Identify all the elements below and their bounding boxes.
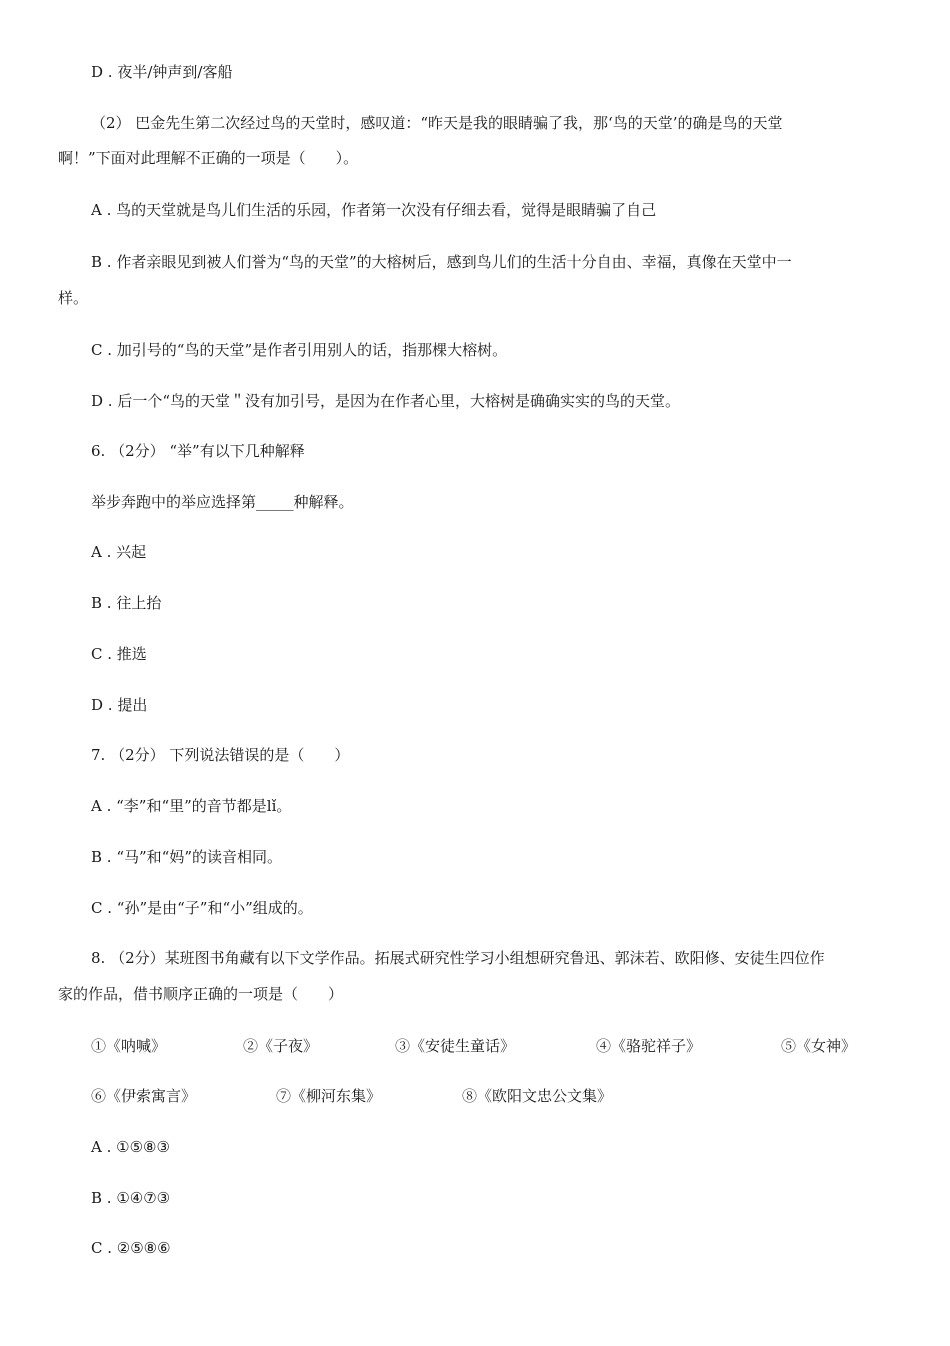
q5-sub2-option-a: A . 鸟的天堂就是鸟儿们生活的乐园，作者第一次没有仔细去看，觉得是眼睛骗了自己 [91,201,657,219]
q6-prompt: 举步奔跑中的举应选择第_____种解释。 [91,493,354,511]
q8-work-7: ⑦《柳河东集》 [276,1087,382,1105]
q6-option-b: B . 往上抬 [91,594,162,612]
q5-option-d: D . 夜半/钟声到/客船 [91,63,233,81]
q5-sub2-option-d: D . 后一个“鸟的天堂＂没有加引号，是因为在作者心里，大榕树是确确实实的鸟的天堂。 [91,392,681,410]
q8-work-6: ⑥《伊索寓言》 [91,1087,197,1105]
q5-sub2-option-b: B . 作者亲眼见到被人们誉为“鸟的天堂”的大榕树后，感到鸟儿们的生活十分自由、幸福，真像在天堂中一 [91,253,792,271]
q8-work-2: ②《子夜》 [243,1037,319,1055]
q8-work-4: ④《骆驼祥子》 [596,1037,702,1055]
q6-option-d: D . 提出 [91,696,148,714]
q8-work-3: ③《安徒生童话》 [395,1037,516,1055]
q7-option-b: B . “马”和“妈”的读音相同。 [91,848,283,866]
q8-option-b: B . ①④⑦③ [91,1189,171,1207]
q8-work-5: ⑤《女神》 [781,1037,857,1055]
q5-sub2-stem-line1: （2） 巴金先生第二次经过鸟的天堂时，感叹道：“昨天是我的眼睛骗了我，那‘鸟的天堂’的确是鸟的天堂 [91,114,783,132]
q7-option-c: C . “孙”是由“子”和“小”组成的。 [91,899,313,917]
q6-option-c: C . 推选 [91,645,147,663]
q8-option-a: A . ①⑤⑧③ [91,1138,170,1156]
q6-option-a: A . 兴起 [91,543,147,561]
q7-option-a: A . “李”和“里”的音节都是lǐ。 [91,797,292,815]
q5-sub2-option-c: C . 加引号的“鸟的天堂”是作者引用别人的话，指那棵大榕树。 [91,341,508,359]
q8-option-c: C . ②⑤⑧⑥ [91,1239,171,1257]
q5-sub2-option-b-cont: 样。 [58,289,89,307]
q6-stem: 6. （2分） “举”有以下几种解释 [91,442,305,460]
q7-stem: 7. （2分） 下列说法错误的是（ ） [91,746,350,764]
q8-work-8: ⑧《欧阳文忠公文集》 [462,1087,613,1105]
q8-stem-line2: 家的作品，借书顺序正确的一项是（ ） [58,985,344,1003]
q8-stem-line1: 8. （2分）某班图书角藏有以下文学作品。拓展式研究性学习小组想研究鲁迅、郭沫若、欧阳修、安徒生四位作 [91,949,825,967]
q5-sub2-stem-line2: 啊！”下面对此理解不正确的一项是（ ）。 [58,149,359,167]
q8-work-1: ①《呐喊》 [91,1037,167,1055]
